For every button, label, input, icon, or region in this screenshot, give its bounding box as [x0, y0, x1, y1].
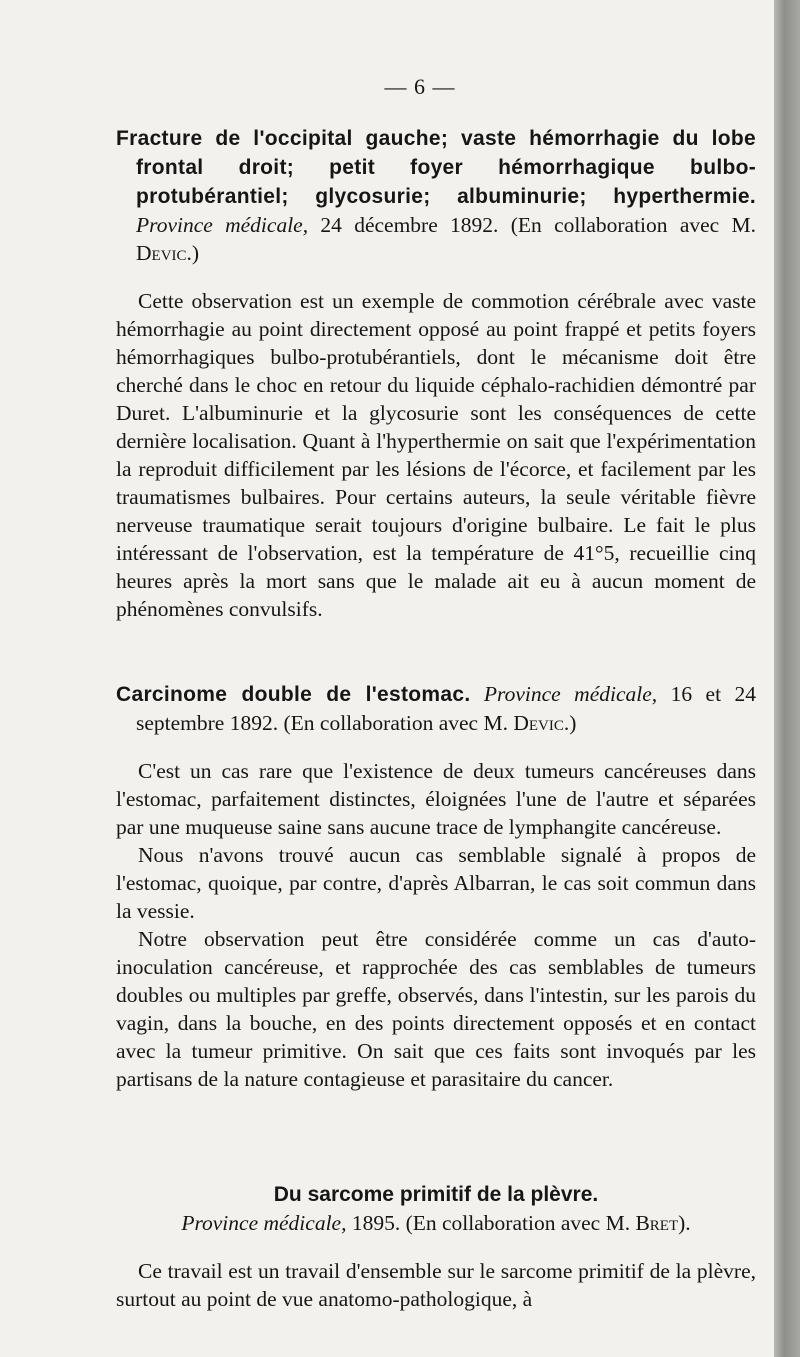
reference-date: 1895. — [346, 1211, 401, 1235]
reference-collab-prefix: (En collaboration avec M. — [498, 213, 756, 237]
section-2 — [116, 680, 756, 1093]
reference-collab-prefix: (En collaboration avec M. — [278, 711, 514, 735]
reference-journal: Province médicale, — [181, 1211, 347, 1235]
section-3 — [116, 1180, 756, 1313]
page-number: — 6 — — [384, 74, 456, 99]
reference-journal: Province médicale, — [136, 213, 309, 237]
section-1 — [116, 124, 756, 623]
page-edge-shadow — [774, 0, 800, 1357]
reference-collab-prefix: (En collaboration avec M. — [400, 1211, 636, 1235]
reference-entry — [116, 124, 756, 267]
reference-collab-suffix: .) — [563, 711, 577, 735]
reference-title: Fracture de l'occipital gauche; vaste hémorrhagie du lobe frontal droit; petit foyer hémorrhagique bulbo-protubérantiel; glycosurie; albuminurie; hyperthermie. — [116, 127, 756, 208]
reference-collaborator: Devic — [136, 241, 187, 265]
reference-title: Carcinome double de l'estomac. — [116, 683, 471, 706]
paragraph: Ce travail est un travail d'ensemble sur le sarcome primitif de la plèvre, surtout au point de vue anatomo-pathologique, à — [116, 1259, 756, 1311]
reference-collab-suffix: .) — [186, 241, 200, 265]
paragraph: Notre observation peut être considérée comme un cas d'auto-inoculation cancéreuse, et rapprochée des cas semblables de tumeurs doubles ou multiples par greffe, observés, dans l'intestin, sur les parois du vagin, dans la bouche, en des points directement opposés et en contact avec la tumeur primitive. On sait que ces faits sont invoqués par les partisans de la nature contagieuse et parasitaire du cancer. — [116, 927, 756, 1091]
reference-date: 24 décembre 1892. — [308, 213, 499, 237]
reference-title: Du sarcome primitif de la plèvre. — [273, 1183, 599, 1206]
reference-collaborator: Devic — [513, 711, 564, 735]
reference-collab-suffix: ). — [678, 1211, 691, 1235]
paragraph: C'est un cas rare que l'existence de deux tumeurs cancéreuses dans l'estomac, parfaitement distinctes, éloignées l'une de l'autre et séparées par une muqueuse saine sans aucune trace de lymphangite cancéreuse. — [116, 759, 756, 839]
reference-date: 16 et 24 septembre 1892. — [136, 682, 757, 735]
paragraph: Cette observation est un exemple de commotion cérébrale avec vaste hémorrhagie au point directement opposé au point frappé et petits foyers hémorrhagiques bulbo-protubérantiels, dont le mécanisme doit être cherché dans le choc en retour du liquide céphalo-rachidien démontré par Duret. L'albuminurie et la glycosurie sont les conséquences de cette dernière localisation. Quant à l'hyperthermie on sait que l'expérimentation la reproduit difficilement par les lésions de l'écorce, et facilement par les traumatismes bulbaires. Pour certains auteurs, la seule véritable fièvre nerveuse traumatique serait toujours d'origine bulbaire. Le fait le plus intéressant de l'observation, est la température de 41°5, recueillie cinq heures après la mort sans que le malade ait eu à aucun moment de phénomènes convulsifs. — [116, 289, 756, 621]
reference-journal: Province médicale, — [483, 682, 658, 706]
paragraph: Nous n'avons trouvé aucun cas semblable signalé à propos de l'estomac, quoique, par contre, d'après Albarran, le cas soit commun dans la vessie. — [116, 843, 756, 923]
reference-entry — [116, 1180, 756, 1237]
reference-entry — [116, 680, 756, 737]
reference-collaborator: Bret — [635, 1211, 679, 1235]
